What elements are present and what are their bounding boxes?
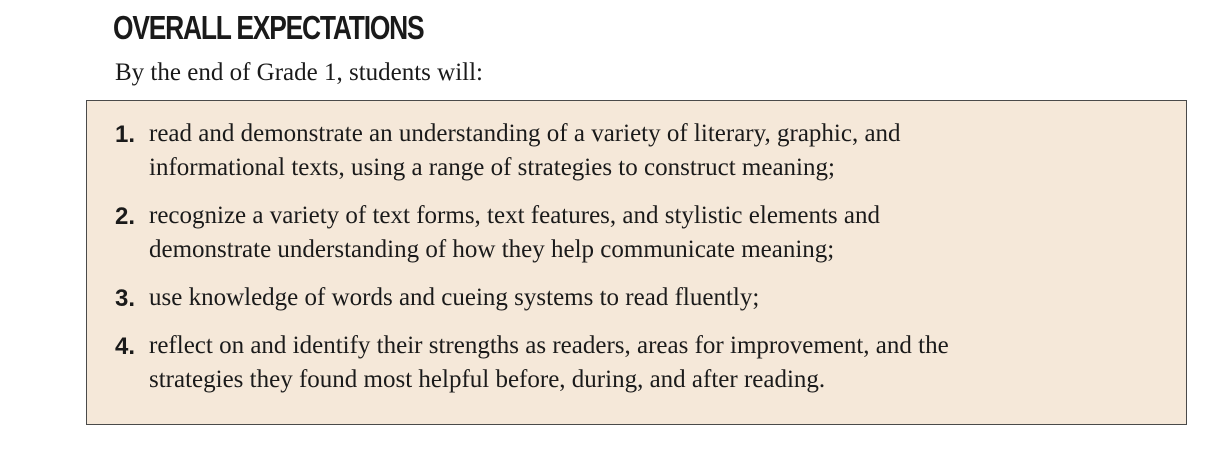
expectation-number: 2. (115, 203, 136, 230)
expectation-text-line: strategies they found most helpful before, during, and after reading. (149, 366, 826, 393)
section-heading: OVERALL EXPECTATIONS (113, 9, 424, 46)
expectation-number: 4. (115, 333, 136, 360)
expectation-text-line: use knowledge of words and cueing systems to read fluently; (149, 284, 760, 311)
intro-text: By the end of Grade 1, students will: (115, 59, 483, 86)
expectation-item-3 (115, 281, 1155, 315)
expectation-item-4 (115, 329, 1155, 397)
expectation-item-2 (115, 199, 1155, 267)
expectations-list (115, 117, 1155, 397)
expectation-text-line: demonstrate understanding of how they help communicate meaning; (149, 236, 835, 263)
expectation-item-1 (115, 117, 1155, 185)
expectation-text-line: reflect on and identify their strengths as readers, areas for improvement, and the (149, 332, 949, 359)
expectation-number: 1. (115, 121, 136, 148)
expectation-text-line: read and demonstrate an understanding of a variety of literary, graphic, and (149, 120, 901, 147)
expectations-box (86, 100, 1187, 425)
expectation-number: 3. (115, 285, 136, 312)
expectation-text-line: informational texts, using a range of strategies to construct meaning; (149, 154, 835, 181)
expectation-text-line: recognize a variety of text forms, text features, and stylistic elements and (149, 202, 880, 229)
